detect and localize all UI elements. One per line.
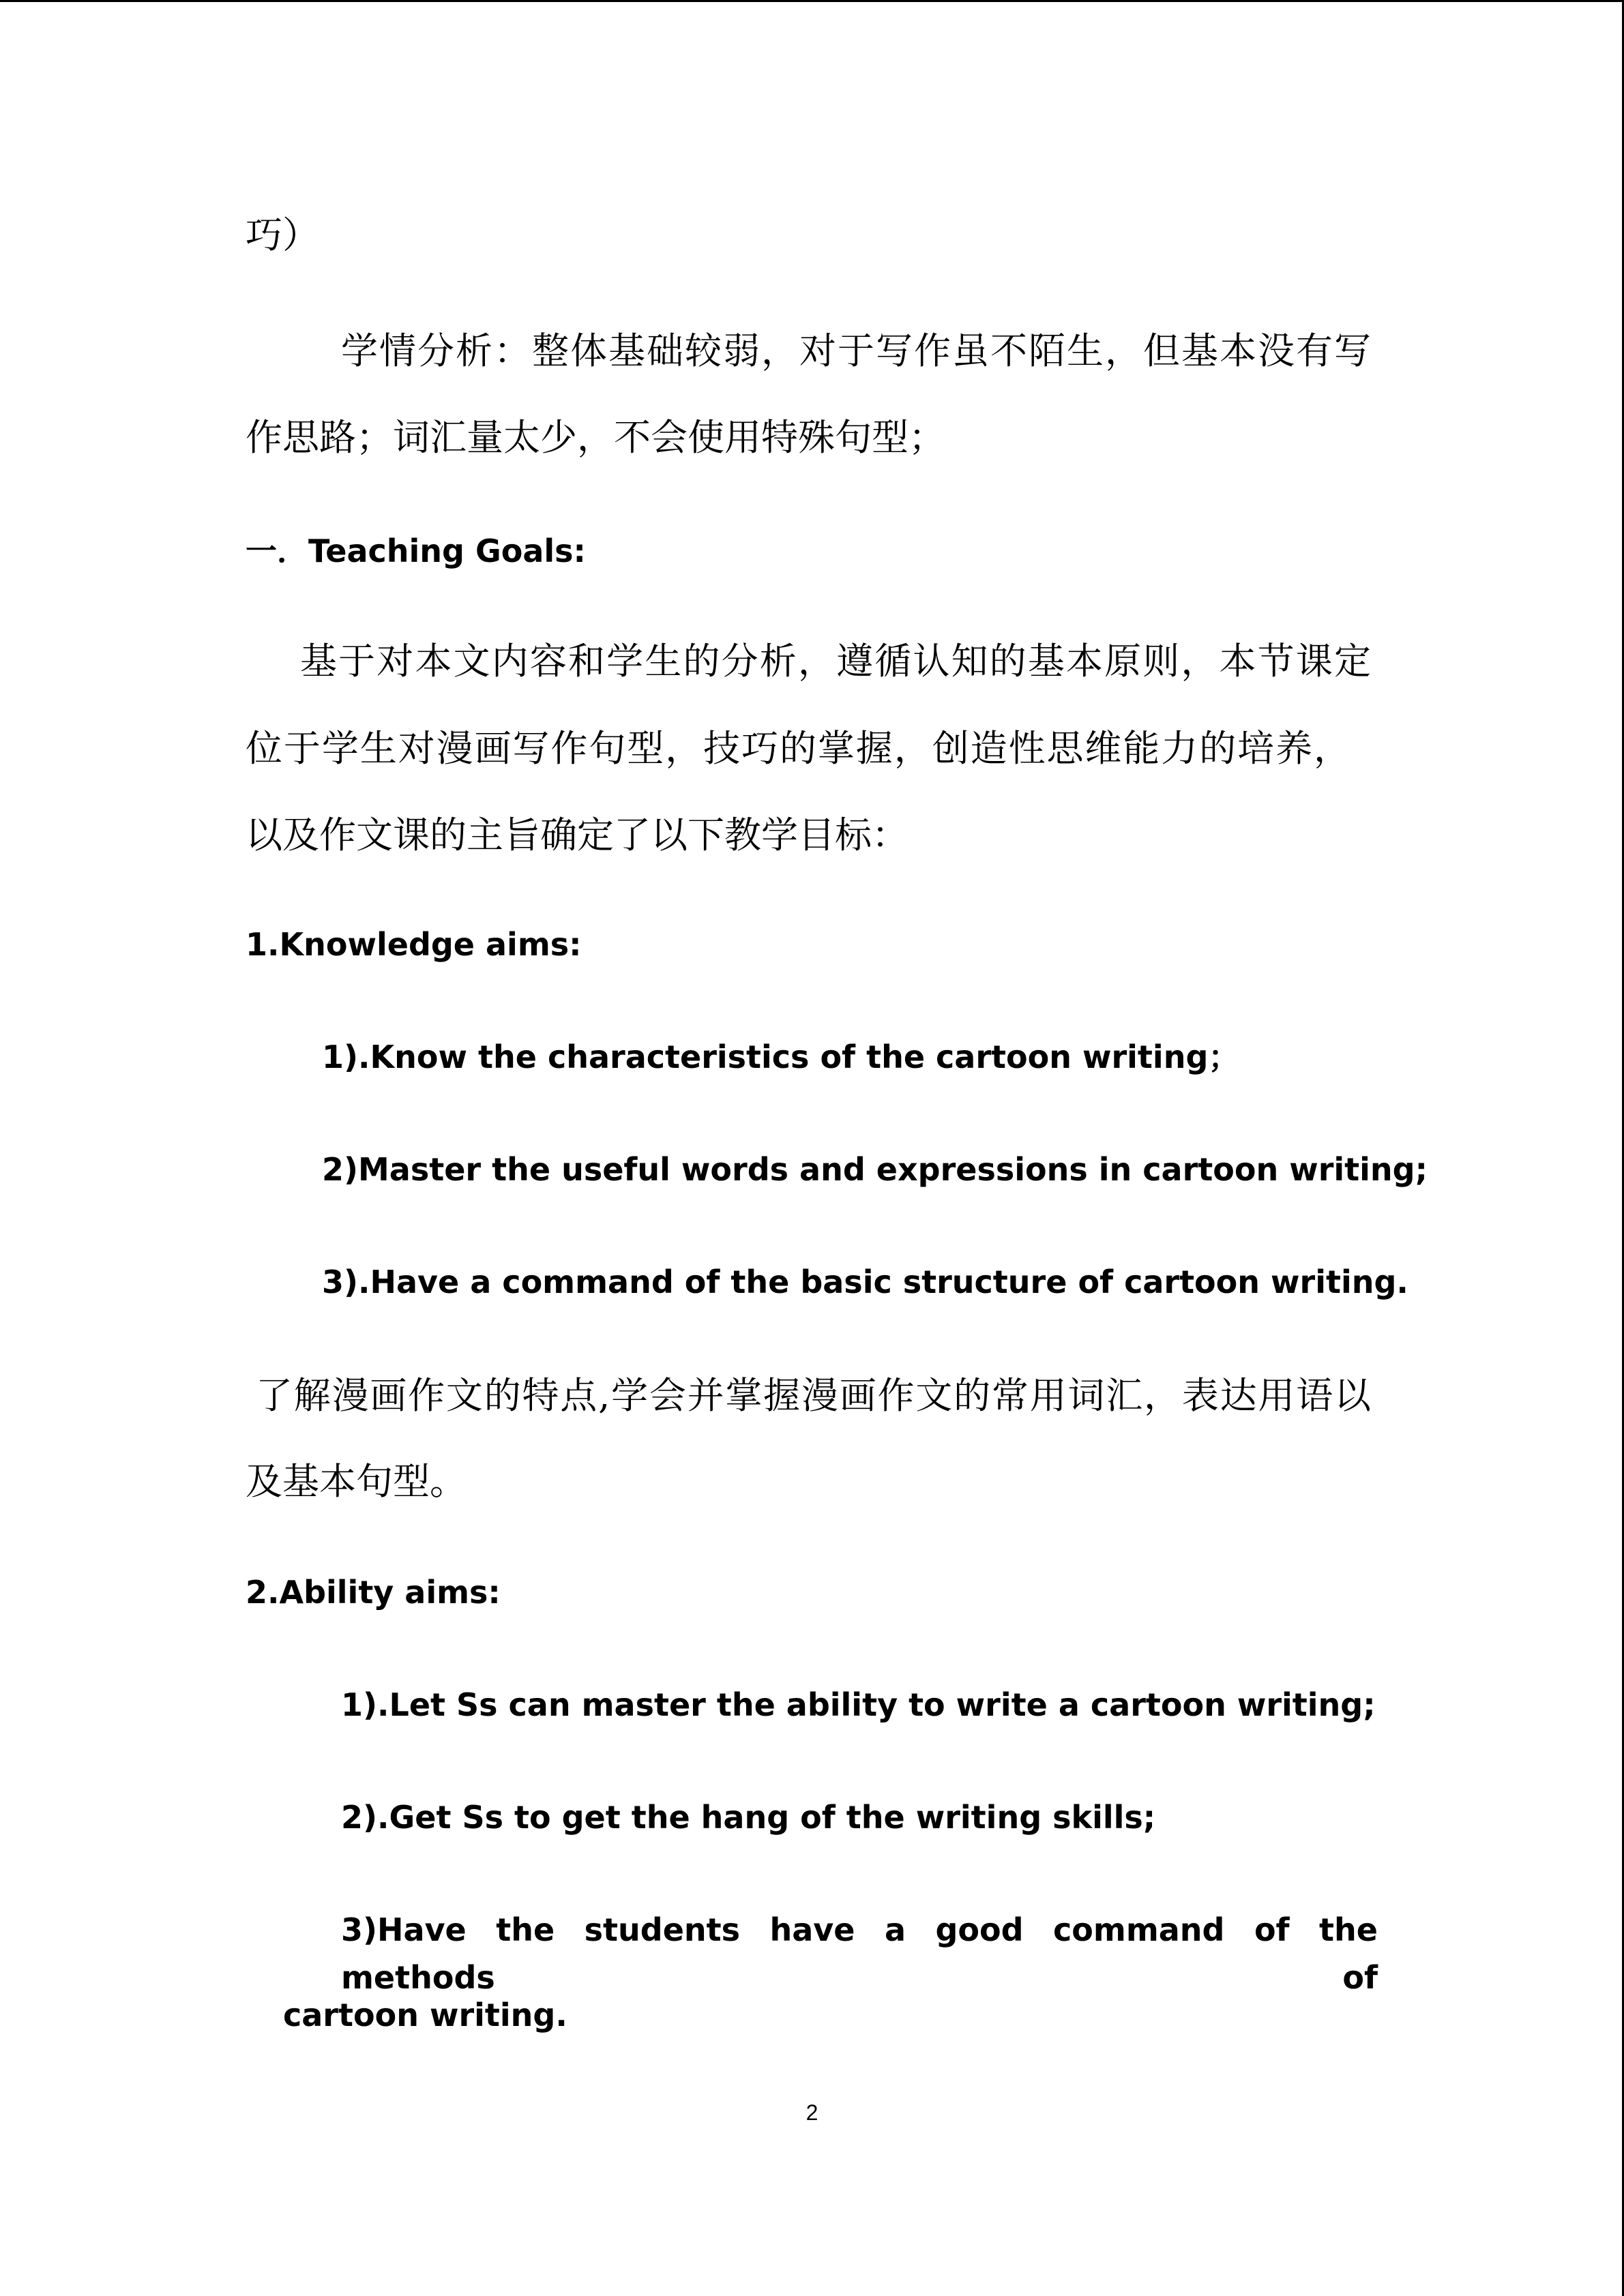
text-line-12: 了解漫画作文的特点,学会并掌握漫画作文的常用词汇，表达用语以: [256, 1374, 1371, 1417]
ability-aim-3-continued: cartoon writing.: [283, 1997, 567, 2033]
text-line-2: 学情分析：整体基础较弱，对于写作虽不陌生，但基本没有写: [341, 329, 1371, 372]
text-line-5: 基于对本文内容和学生的分析，遵循认知的基本原则，本节课定: [300, 640, 1371, 683]
text-line-7: 以及作文课的主旨确定了以下教学目标：: [246, 814, 909, 856]
knowledge-aim-2: 2)Master the useful words and expressions in cartoon writing;: [322, 1151, 1428, 1188]
ability-aim-2: 2).Get Ss to get the hang of the writing skills;: [341, 1799, 1156, 1836]
text-line-1: 巧）: [246, 213, 319, 256]
section-heading-teaching-goals: 一．Teaching Goals:: [246, 533, 586, 569]
heading-knowledge-aims: 1.Knowledge aims:: [246, 926, 582, 963]
text-line-13: 及基本句型。: [246, 1460, 467, 1503]
text-line-3: 作思路；词汇量太少，不会使用特殊句型；: [246, 416, 945, 459]
heading-ability-aims: 2.Ability aims:: [246, 1574, 501, 1611]
ability-aim-1: 1).Let Ss can master the ability to write a cartoon writing;: [341, 1686, 1376, 1723]
text-line-6: 位于学生对漫画写作句型，技巧的掌握，创造性思维能力的培养，: [246, 727, 1350, 770]
knowledge-aim-3: 3).Have a command of the basic structure of cartoon writing.: [322, 1264, 1408, 1300]
page-number: 2: [806, 2100, 818, 2125]
knowledge-aim-1: 1).Know the characteristics of the cartoon writing；: [322, 1039, 1240, 1075]
ability-aim-3: 3)Have the students have a good command of the methods of: [341, 1911, 1378, 1996]
